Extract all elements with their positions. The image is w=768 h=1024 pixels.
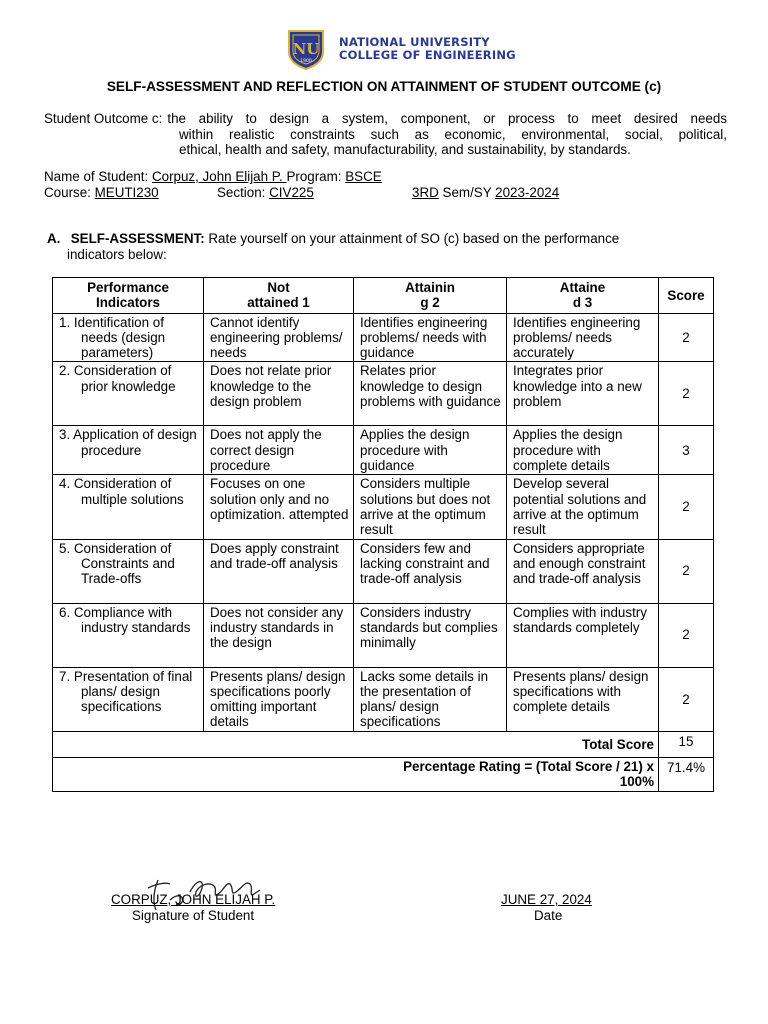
indicator-cell: 3. Application of design procedure (53, 426, 204, 475)
svg-text:NU: NU (292, 40, 320, 58)
program-value: BSCE (345, 169, 382, 184)
attained-cell: Presents plans/ design specifications with complete details (507, 667, 659, 731)
attained-cell: Develop several potential solutions and arrive at the optimum result (507, 475, 659, 539)
sy-value: 2023-2024 (495, 185, 560, 200)
indicator-cell: 6. Compliance with industry standards (53, 603, 204, 667)
attaining-cell: Relates prior knowledge to design problems with guidance (354, 362, 507, 426)
score-cell: 2 (659, 362, 714, 426)
college-name: COLLEGE OF ENGINEERING (339, 48, 516, 62)
score-cell: 2 (659, 603, 714, 667)
header-attaining: Attainin g 2 (354, 278, 507, 314)
score-cell: 2 (659, 667, 714, 731)
sem-label: Sem/SY (442, 185, 492, 200)
table-header-row (53, 278, 714, 314)
university-name: NATIONAL UNIVERSITY (339, 35, 490, 49)
section-a (47, 231, 707, 262)
not-attained-cell: Does not relate prior knowledge to the design problem (204, 362, 354, 426)
date-value: JUNE 27, 2024 (501, 892, 592, 907)
table-row (53, 475, 714, 539)
student-outcome-line2: within realistic constraints such as economic, environmental, social, political, (179, 126, 727, 142)
course-label: Course: (44, 185, 91, 200)
attaining-cell: Applies the design procedure with guidance (354, 426, 507, 475)
total-label: Total Score (53, 731, 659, 757)
attained-cell: Considers appropriate and enough constraint and trade-off analysis (507, 539, 659, 603)
svg-text:1900: 1900 (300, 59, 312, 64)
indicator-cell: 5. Consideration of Constraints and Trade-offs (53, 539, 204, 603)
section-a-text-line1: Rate yourself on your attainment of SO (c) based on the performance (208, 231, 620, 246)
not-attained-cell: Focuses on one solution only and no optimization. attempted (204, 475, 354, 539)
sem-value: 3RD (412, 185, 439, 200)
student-outcome-label: Student Outcome c: (44, 111, 163, 126)
score-cell: 2 (659, 313, 714, 362)
attaining-cell: Identifies engineering problems/ needs with guidance (354, 313, 507, 362)
not-attained-cell: Does apply constraint and trade-off analysis (204, 539, 354, 603)
not-attained-cell: Cannot identify engineering problems/ needs (204, 313, 354, 362)
attained-cell: Complies with industry standards completely (507, 603, 659, 667)
attained-cell: Integrates prior knowledge into a new problem (507, 362, 659, 426)
total-row (53, 731, 714, 757)
attaining-cell: Lacks some details in the presentation of plans/ design specifications (354, 667, 507, 731)
date-caption: Date (534, 908, 563, 923)
section-a-heading: SELF-ASSESSMENT: (70, 231, 205, 246)
name-label: Name of Student: (44, 169, 149, 184)
score-cell: 2 (659, 475, 714, 539)
name-value: Corpuz, John Elijah P. (151, 169, 287, 184)
header-not-attained: Not attained 1 (204, 278, 354, 314)
section-group (217, 185, 314, 201)
svg-text:J. Corpuz: J. Corpuz (140, 870, 145, 871)
attaining-cell: Considers few and lacking constraint and trade-off analysis (354, 539, 507, 603)
header-attained: Attaine d 3 (507, 278, 659, 314)
table-row (53, 362, 714, 426)
score-cell: 3 (659, 426, 714, 475)
table-row (53, 539, 714, 603)
table-row (53, 603, 714, 667)
program-label: Program: (286, 169, 342, 184)
course-value: MEUTI230 (94, 185, 159, 200)
section-a-text-line2: indicators below: (67, 246, 167, 262)
attaining-cell: Considers multiple solutions but does not arrive at the optimum result (354, 475, 507, 539)
attaining-cell: Considers industry standards but complies minimally (354, 603, 507, 667)
total-value: 15 (659, 731, 714, 757)
header-indicators: Performance Indicators (53, 278, 204, 314)
sem-group (412, 185, 559, 201)
attained-cell: Applies the design procedure with complete details (507, 426, 659, 475)
table-row (53, 667, 714, 731)
indicator-cell: 7. Presentation of final plans/ design specifications (53, 667, 204, 731)
score-cell: 2 (659, 539, 714, 603)
header-logo (285, 28, 516, 70)
percentage-row (53, 757, 714, 791)
section-label: Section: (217, 185, 266, 200)
attained-cell: Identifies engineering problems/ needs accurately (507, 313, 659, 362)
student-outcome (44, 111, 727, 158)
table-row (53, 313, 714, 362)
performance-table (52, 277, 714, 792)
not-attained-cell: Does not apply the correct design procedure (204, 426, 354, 475)
not-attained-cell: Does not consider any industry standards in the design (204, 603, 354, 667)
student-outcome-line3: ethical, health and safety, manufacturability, and sustainability, by standards. (179, 142, 631, 157)
student-name-row (44, 169, 382, 185)
section-value: CIV225 (269, 185, 314, 200)
indicator-cell: 2. Consideration of prior knowledge (53, 362, 204, 426)
student-outcome-line1: the ability to design a system, component, or process to meet desired needs (167, 111, 727, 126)
header-score: Score (659, 278, 714, 314)
table-row (53, 426, 714, 475)
university-seal-icon (285, 28, 327, 70)
indicator-cell: 4. Consideration of multiple solutions (53, 475, 204, 539)
signature-caption: Signature of Student (132, 908, 255, 923)
section-a-letter: A. (47, 231, 61, 246)
not-attained-cell: Presents plans/ design specifications poorly omitting important details (204, 667, 354, 731)
student-name-signature: CORPUZ, JOHN ELIJAH P. (111, 892, 276, 907)
indicator-cell: 1. Identification of needs (design parameters) (53, 313, 204, 362)
page-title: SELF-ASSESSMENT AND REFLECTION ON ATTAINMENT OF STUDENT OUTCOME (c) (106, 79, 662, 94)
percentage-value: 71.4% (659, 757, 714, 791)
course-label-group (44, 185, 159, 201)
percentage-label: Percentage Rating = (Total Score / 21) x 100% (53, 757, 659, 791)
